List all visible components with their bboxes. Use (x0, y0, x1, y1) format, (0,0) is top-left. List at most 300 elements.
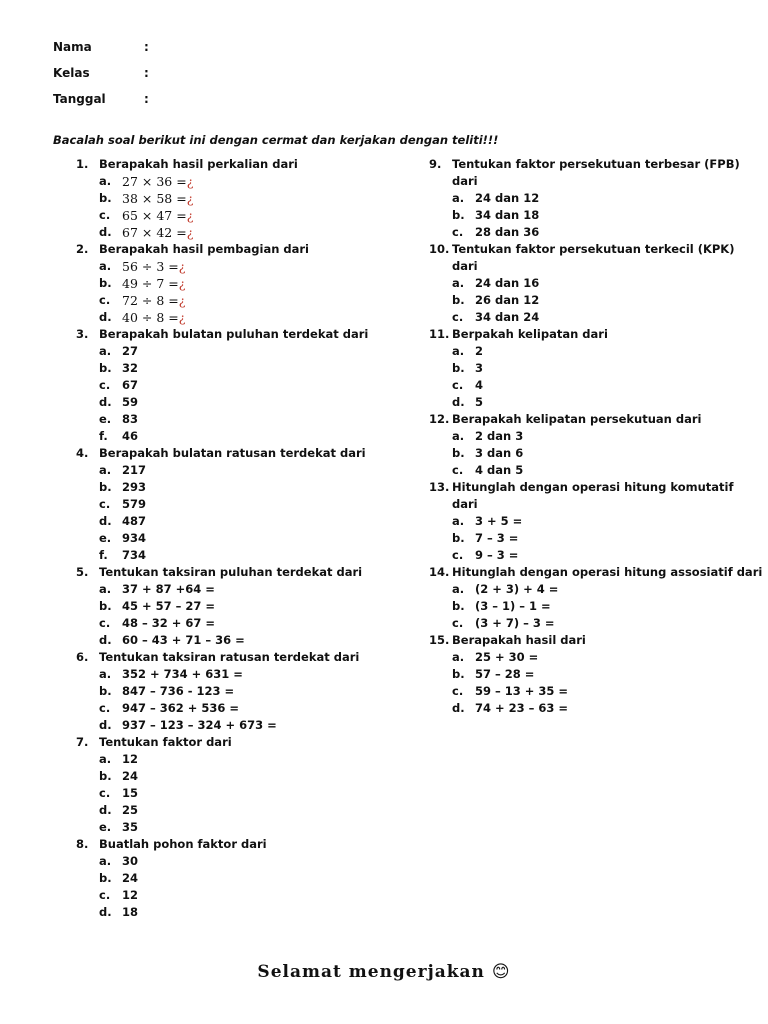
answer-option (429, 700, 729, 717)
option-text (122, 207, 193, 224)
answer-option (76, 717, 376, 734)
option-text (475, 530, 518, 547)
answer-option (76, 615, 376, 632)
option-expression: 734 (122, 548, 147, 562)
question-header (429, 241, 735, 258)
answer-option (76, 598, 376, 615)
answer-option (76, 496, 376, 513)
option-expression: 60 – 43 + 71 – 36 = (122, 633, 245, 647)
answer-option (429, 462, 729, 479)
answer-option (429, 377, 729, 394)
question-number: 13. (429, 480, 450, 494)
option-expression: 27 × 36 = (122, 174, 187, 189)
option-letter: e. (99, 412, 112, 426)
option-expression: 5 (475, 395, 484, 409)
option-letter: a. (452, 429, 465, 443)
question-header (429, 326, 729, 343)
option-text (122, 292, 185, 309)
option-text (122, 581, 215, 598)
option-text (122, 887, 138, 904)
option-letter: b. (452, 293, 465, 307)
option-letter: c. (99, 208, 111, 222)
question-text: Berpakah kelipatan dari (452, 327, 608, 341)
option-text (475, 377, 483, 394)
option-expression: 4 (475, 378, 484, 392)
option-text (122, 870, 138, 887)
question-item (429, 156, 740, 241)
question-text: Tentukan faktor persekutuan terbesar (FPB) (452, 157, 740, 171)
option-expression: 3 + 5 = (475, 514, 523, 528)
closing-message (0, 962, 768, 982)
option-text (475, 598, 551, 615)
option-letter: d. (99, 225, 112, 239)
answer-option (76, 547, 376, 564)
answer-option (76, 785, 376, 802)
answer-option (429, 343, 729, 360)
option-text (122, 258, 185, 275)
question-header-continued (429, 496, 729, 513)
option-expression: 49 ÷ 7 = (122, 276, 179, 291)
option-text (475, 581, 558, 598)
option-expression: 934 (122, 531, 147, 545)
answer-option (76, 802, 376, 819)
option-expression: 3 (475, 361, 484, 375)
option-expression: 30 (122, 854, 139, 868)
answer-option (76, 632, 376, 649)
option-expression: 56 ÷ 3 = (122, 259, 179, 274)
option-text (475, 547, 518, 564)
option-expression: 59 – 13 + 35 = (475, 684, 569, 698)
option-text (475, 513, 522, 530)
option-letter: d. (99, 718, 112, 732)
option-text (122, 377, 138, 394)
option-expression: 352 + 734 + 631 = (122, 667, 243, 681)
option-text (475, 683, 568, 700)
option-expression: 24 (122, 871, 139, 885)
question-number: 11. (429, 327, 450, 341)
option-letter: d. (452, 395, 465, 409)
question-item (429, 326, 729, 411)
answer-option (76, 309, 376, 326)
option-expression: 24 dan 12 (475, 191, 540, 205)
option-expression: 487 (122, 514, 147, 528)
question-header-continued (429, 173, 729, 190)
answer-option (429, 445, 729, 462)
option-expression: 65 × 47 = (122, 208, 187, 223)
option-letter: b. (99, 361, 112, 375)
option-expression: 2 dan 3 (475, 429, 524, 443)
answer-option (429, 224, 729, 241)
option-letter: d. (99, 310, 112, 324)
answer-option (76, 819, 376, 836)
option-expression: 59 (122, 395, 139, 409)
answer-option (429, 207, 729, 224)
question-mark-glyph: ¿ (186, 191, 194, 206)
questions-left-column (76, 156, 376, 921)
option-letter: c. (99, 888, 111, 902)
question-text-continued: dari (452, 259, 478, 273)
option-expression: 15 (122, 786, 139, 800)
question-item (76, 734, 376, 836)
option-text (122, 224, 193, 241)
answer-option (76, 513, 376, 530)
question-header (429, 564, 763, 581)
option-letter: a. (99, 752, 112, 766)
question-header (76, 564, 376, 581)
option-letter: a. (99, 582, 112, 596)
answer-option (76, 428, 376, 445)
option-text (475, 666, 534, 683)
answer-option (429, 530, 729, 547)
answer-option (429, 394, 729, 411)
option-letter: d. (99, 633, 112, 647)
option-expression: 67 (122, 378, 139, 392)
option-expression: 28 dan 36 (475, 225, 540, 239)
option-text (475, 360, 483, 377)
option-expression: 24 (122, 769, 139, 783)
question-item (429, 479, 734, 564)
answer-option (76, 360, 376, 377)
option-expression: (3 – 1) – 1 = (475, 599, 551, 613)
option-letter: b. (99, 599, 112, 613)
option-text (122, 751, 138, 768)
option-letter: a. (99, 174, 112, 188)
answer-option (429, 190, 729, 207)
option-expression: 217 (122, 463, 147, 477)
option-text (122, 785, 138, 802)
answer-option (76, 275, 376, 292)
option-expression: 57 – 28 = (475, 667, 535, 681)
answer-option (76, 683, 376, 700)
closing-text: Selamat mengerjakan (257, 962, 485, 982)
answer-option (76, 768, 376, 785)
option-text (475, 462, 523, 479)
option-text (122, 683, 234, 700)
option-expression: 12 (122, 752, 139, 766)
option-expression: 67 × 42 = (122, 225, 187, 240)
question-text: Tentukan taksiran puluhan terdekat dari (99, 565, 363, 579)
option-text (122, 530, 146, 547)
option-text (122, 904, 138, 921)
question-text: Berapakah hasil dari (452, 633, 586, 647)
option-text (475, 309, 539, 326)
option-letter: b. (99, 871, 112, 885)
answer-option (429, 683, 729, 700)
question-text: Tentukan taksiran ratusan terdekat dari (99, 650, 360, 664)
option-text (475, 428, 523, 445)
option-letter: b. (99, 684, 112, 698)
question-text: Hitunglah dengan operasi hitung komutatif (452, 480, 734, 494)
question-text-continued: dari (452, 174, 478, 188)
question-item (76, 564, 376, 649)
option-letter: d. (99, 395, 112, 409)
option-expression: (3 + 7) – 3 = (475, 616, 555, 630)
answer-option (76, 292, 376, 309)
answer-option (76, 666, 376, 683)
question-header (76, 445, 376, 462)
question-mark-glyph: ¿ (186, 225, 194, 240)
question-header (429, 632, 729, 649)
option-letter: a. (452, 276, 465, 290)
option-expression: 25 + 30 = (475, 650, 539, 664)
option-letter: a. (99, 854, 112, 868)
question-header (76, 156, 376, 173)
option-text (122, 513, 146, 530)
question-header (429, 411, 729, 428)
answer-option (76, 700, 376, 717)
question-number: 15. (429, 633, 450, 647)
option-expression: 26 dan 12 (475, 293, 540, 307)
answer-option (76, 853, 376, 870)
question-item (429, 632, 729, 717)
answer-option (76, 870, 376, 887)
option-expression: 2 (475, 344, 484, 358)
option-expression: 579 (122, 497, 147, 511)
option-text (122, 275, 185, 292)
answer-option (429, 428, 729, 445)
option-letter: b. (452, 446, 465, 460)
option-text (122, 479, 146, 496)
question-number: 12. (429, 412, 450, 426)
option-text (475, 292, 539, 309)
question-item (76, 326, 376, 445)
question-number: 7. (76, 735, 89, 749)
option-expression: 32 (122, 361, 139, 375)
option-letter: c. (452, 463, 464, 477)
option-text (122, 802, 138, 819)
option-expression: 40 ÷ 8 = (122, 310, 179, 325)
option-text (122, 411, 138, 428)
answer-option (76, 173, 376, 190)
answer-option (76, 904, 376, 921)
question-header (429, 479, 734, 496)
question-text: Hitunglah dengan operasi hitung assosiatif dari (452, 565, 763, 579)
question-mark-glyph: ¿ (178, 276, 186, 291)
question-number: 10. (429, 242, 450, 256)
option-letter: b. (452, 599, 465, 613)
option-letter: a. (99, 259, 112, 273)
question-item (429, 564, 763, 632)
option-letter: f. (99, 548, 108, 562)
answer-option (76, 377, 376, 394)
option-text (122, 615, 215, 632)
option-text (475, 649, 538, 666)
question-text: Tentukan faktor persekutuan terkecil (KPK) (452, 242, 735, 256)
answer-option (76, 751, 376, 768)
answer-option (76, 394, 376, 411)
option-expression: 3 dan 6 (475, 446, 524, 460)
answer-option (429, 598, 729, 615)
option-expression: 12 (122, 888, 139, 902)
option-expression: 847 – 736 - 123 = (122, 684, 235, 698)
option-text (122, 360, 138, 377)
option-letter: c. (452, 548, 464, 562)
answer-option (429, 513, 729, 530)
option-letter: b. (99, 276, 112, 290)
option-letter: a. (452, 191, 465, 205)
option-text (122, 309, 185, 326)
answer-option (429, 360, 729, 377)
option-expression: 74 + 23 – 63 = (475, 701, 569, 715)
option-letter: f. (99, 429, 108, 443)
answer-option (429, 581, 729, 598)
option-letter: d. (99, 803, 112, 817)
question-mark-glyph: ¿ (186, 208, 194, 223)
option-letter: a. (452, 514, 465, 528)
answer-option (76, 343, 376, 360)
option-text (122, 343, 138, 360)
option-letter: b. (452, 667, 465, 681)
option-text (475, 207, 539, 224)
answer-option (429, 309, 729, 326)
option-letter: a. (99, 667, 112, 681)
option-expression: 18 (122, 905, 139, 919)
option-letter: c. (452, 310, 464, 324)
option-expression: 9 – 3 = (475, 548, 519, 562)
question-number: 1. (76, 157, 89, 171)
question-mark-glyph: ¿ (186, 174, 194, 189)
question-item (76, 836, 376, 921)
option-expression: 83 (122, 412, 139, 426)
option-letter: a. (452, 582, 465, 596)
answer-option (429, 666, 729, 683)
answer-option (429, 649, 729, 666)
question-header (429, 156, 740, 173)
field-label: Tanggal (53, 92, 106, 106)
question-text: Berapakah hasil perkalian dari (99, 157, 298, 171)
option-expression: 947 – 362 + 536 = (122, 701, 240, 715)
answer-option (76, 411, 376, 428)
option-expression: 38 × 58 = (122, 191, 187, 206)
answer-option (76, 190, 376, 207)
question-text: Berapakah bulatan ratusan terdekat dari (99, 446, 366, 460)
question-text: Berapakah bulatan puluhan terdekat dari (99, 327, 369, 341)
option-letter: c. (99, 786, 111, 800)
option-letter: b. (99, 769, 112, 783)
smiley-icon: 😊 (491, 962, 511, 982)
option-text (122, 190, 193, 207)
option-letter: c. (99, 616, 111, 630)
option-text (475, 343, 483, 360)
option-expression: 34 dan 24 (475, 310, 540, 324)
question-item (429, 411, 729, 479)
option-expression: 937 – 123 – 324 + 673 = (122, 718, 277, 732)
question-text: Buatlah pohon faktor dari (99, 837, 267, 851)
option-text (122, 547, 146, 564)
field-label: Nama (53, 40, 92, 54)
answer-option (429, 292, 729, 309)
option-letter: e. (99, 820, 112, 834)
option-letter: b. (452, 531, 465, 545)
question-number: 8. (76, 837, 89, 851)
option-letter: a. (99, 344, 112, 358)
field-label: Kelas (53, 66, 90, 80)
option-letter: c. (99, 497, 111, 511)
option-text (475, 615, 555, 632)
option-text (122, 394, 138, 411)
question-text-continued: dari (452, 497, 478, 511)
option-letter: b. (99, 191, 112, 205)
instruction-text: Bacalah soal berikut ini dengan cermat dan kerjakan dengan teliti!!! (53, 133, 499, 147)
field-colon: : (144, 92, 149, 106)
option-text (475, 394, 483, 411)
question-number: 4. (76, 446, 89, 460)
field-colon: : (144, 40, 149, 54)
option-expression: 37 + 87 +64 = (122, 582, 215, 596)
option-letter: b. (452, 361, 465, 375)
option-expression: 72 ÷ 8 = (122, 293, 179, 308)
option-letter: d. (452, 701, 465, 715)
question-text: Berapakah hasil pembagian dari (99, 242, 310, 256)
option-text (122, 428, 138, 445)
answer-option (76, 258, 376, 275)
option-letter: c. (99, 293, 111, 307)
option-text (122, 819, 138, 836)
question-text: Berapakah kelipatan persekutuan dari (452, 412, 702, 426)
question-number: 9. (429, 157, 442, 171)
option-expression: 46 (122, 429, 139, 443)
option-letter: c. (99, 701, 111, 715)
option-text (475, 700, 568, 717)
option-expression: 25 (122, 803, 139, 817)
question-item (76, 241, 376, 326)
answer-option (76, 224, 376, 241)
question-number: 5. (76, 565, 89, 579)
option-text (122, 462, 146, 479)
answer-option (76, 479, 376, 496)
question-text: Tentukan faktor dari (99, 735, 232, 749)
question-item (76, 649, 376, 734)
option-text (122, 717, 277, 734)
option-text (122, 598, 215, 615)
field-colon: : (144, 66, 149, 80)
question-header (76, 241, 376, 258)
question-number: 14. (429, 565, 450, 579)
option-expression: 4 dan 5 (475, 463, 524, 477)
option-text (475, 445, 523, 462)
question-item (76, 445, 376, 564)
question-number: 2. (76, 242, 89, 256)
question-number: 3. (76, 327, 89, 341)
option-letter: a. (452, 344, 465, 358)
option-text (122, 632, 245, 649)
answer-option (76, 530, 376, 547)
option-letter: b. (452, 208, 465, 222)
option-letter: d. (99, 514, 112, 528)
question-item (76, 156, 376, 241)
question-mark-glyph: ¿ (178, 259, 186, 274)
question-header (76, 734, 376, 751)
question-item (429, 241, 735, 326)
question-number: 6. (76, 650, 89, 664)
option-text (475, 190, 539, 207)
answer-option (76, 207, 376, 224)
option-text (122, 496, 146, 513)
option-letter: a. (452, 650, 465, 664)
option-letter: b. (99, 480, 112, 494)
question-header (76, 649, 376, 666)
option-letter: a. (99, 463, 112, 477)
option-text (122, 768, 138, 785)
option-text (122, 666, 243, 683)
option-expression: 27 (122, 344, 139, 358)
option-letter: c. (452, 225, 464, 239)
answer-option (76, 581, 376, 598)
option-text (122, 173, 193, 190)
questions-right-column (429, 156, 763, 717)
option-expression: 35 (122, 820, 139, 834)
answer-option (429, 547, 729, 564)
